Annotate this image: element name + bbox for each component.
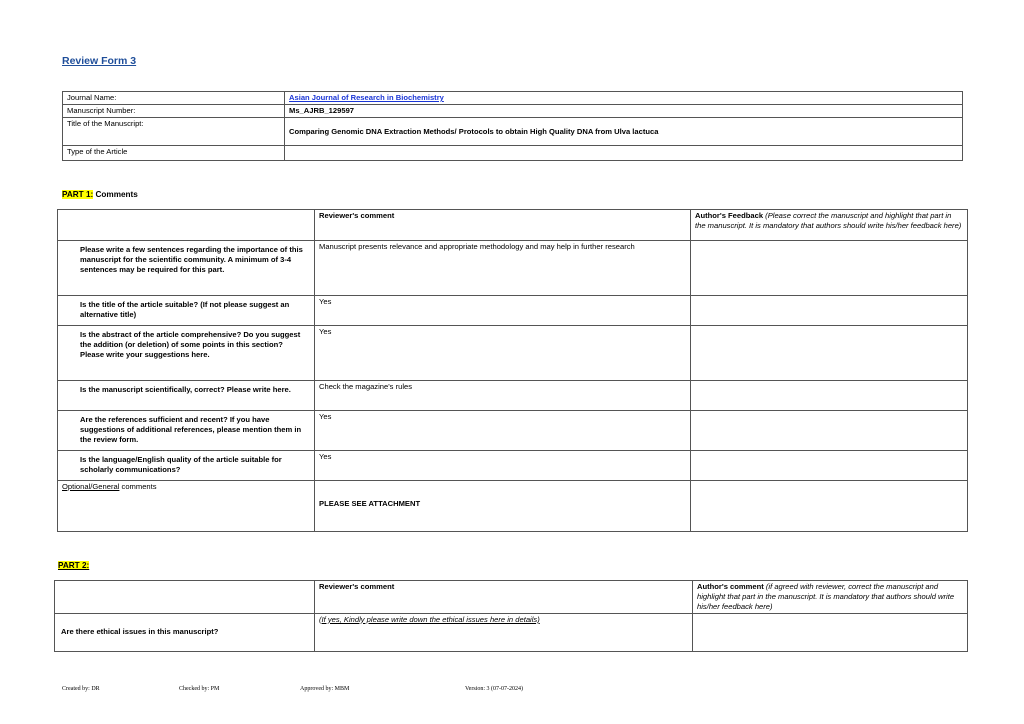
author-feedback-importance[interactable] [691, 241, 968, 296]
manuscript-number-value: Ms_AJRB_129597 [285, 105, 963, 118]
journal-name-link[interactable]: Asian Journal of Research in Biochemistry [289, 93, 444, 102]
ethics-reviewer-answer[interactable]: (If yes, Kindly please write down the ethical issues here in details) [315, 613, 693, 651]
article-type-label: Type of the Article [63, 146, 285, 161]
part1-author-header-note: (Please correct the manuscript and highlight that part in the manuscript. It is mandatory that authors should write his/her feedback here) [695, 211, 962, 230]
reviewer-comment-abstract[interactable]: Yes [315, 326, 691, 381]
part2-label [58, 561, 89, 570]
form-title: Review Form 3 [62, 55, 137, 67]
optional-author-feedback[interactable] [691, 481, 968, 532]
part1-author-header-title: Author's Feedback [695, 211, 764, 220]
part2-author-header-note: (if agreed with reviewer, correct the manuscript and highlight that part in the manuscript. It is mandatory that authors should write his/her feedback here) [697, 582, 955, 611]
manuscript-info-table [62, 91, 963, 161]
author-feedback-abstract[interactable] [691, 326, 968, 381]
part1-comments-table [57, 209, 968, 532]
footer-created: Created by: DR [62, 686, 100, 692]
part1-label [62, 190, 138, 199]
question-title: Is the title of the article suitable? (If not please suggest an alternative title) [58, 296, 315, 326]
author-feedback-scientific[interactable] [691, 381, 968, 411]
optional-general-text: Optional/General [62, 482, 120, 491]
author-feedback-title[interactable] [691, 296, 968, 326]
part1-reviewer-header: Reviewer's comment [315, 210, 691, 241]
manuscript-number-label: Manuscript Number: [63, 105, 285, 118]
reviewer-comment-language[interactable]: Yes [315, 451, 691, 481]
optional-comments-label [58, 481, 315, 532]
part1-label-highlight: PART 1: [62, 190, 94, 199]
reviewer-comment-title[interactable]: Yes [315, 296, 691, 326]
part2-author-header [693, 581, 968, 614]
reviewer-comment-references[interactable]: Yes [315, 411, 691, 451]
manuscript-title-value: Comparing Genomic DNA Extraction Methods/ Protocols to obtain High Quality DNA from Ulva lactuca [285, 118, 963, 146]
part2-ethics-table [54, 580, 968, 652]
ethics-author-comment[interactable] [693, 613, 968, 651]
part1-author-header [691, 210, 968, 241]
reviewer-comment-importance[interactable]: Manuscript presents relevance and appropriate methodology and may help in further research [315, 241, 691, 296]
question-language: Is the language/English quality of the article suitable for scholarly communications? [58, 451, 315, 481]
question-importance: Please write a few sentences regarding the importance of this manuscript for the scientific community. A minimum of 3-4 sentences may be required for this part. [58, 241, 315, 296]
question-abstract: Is the abstract of the article comprehensive? Do you suggest the addition (or deletion) of some points in this section? Please write your suggestions here. [58, 326, 315, 381]
journal-name-label: Journal Name: [63, 92, 285, 105]
part1-header-blank [58, 210, 315, 241]
part2-label-highlight: PART 2: [58, 561, 90, 570]
part2-reviewer-header: Reviewer's comment [315, 581, 693, 614]
question-scientific: Is the manuscript scientifically, correct? Please write here. [58, 381, 315, 411]
optional-comments-value[interactable]: PLEASE SEE ATTACHMENT [315, 481, 691, 532]
part1-label-rest: Comments [93, 190, 138, 199]
footer-approved: Approved by: MBM [300, 686, 350, 692]
manuscript-title-label: Title of the Manuscript: [63, 118, 285, 146]
ethics-question: Are there ethical issues in this manuscript? [55, 613, 315, 651]
author-feedback-references[interactable] [691, 411, 968, 451]
footer-checked: Checked by: PM [179, 686, 220, 692]
article-type-value[interactable] [285, 146, 963, 161]
optional-comments-suffix: comments [119, 482, 157, 491]
part2-author-header-title: Author's comment [697, 582, 764, 591]
footer [62, 686, 602, 696]
question-references: Are the references sufficient and recent? If you have suggestions of additional references, please mention them in the review form. [58, 411, 315, 451]
part2-header-blank [55, 581, 315, 614]
footer-version: Version: 3 (07-07-2024) [465, 686, 523, 692]
author-feedback-language[interactable] [691, 451, 968, 481]
reviewer-comment-scientific[interactable]: Check the magazine's rules [315, 381, 691, 411]
